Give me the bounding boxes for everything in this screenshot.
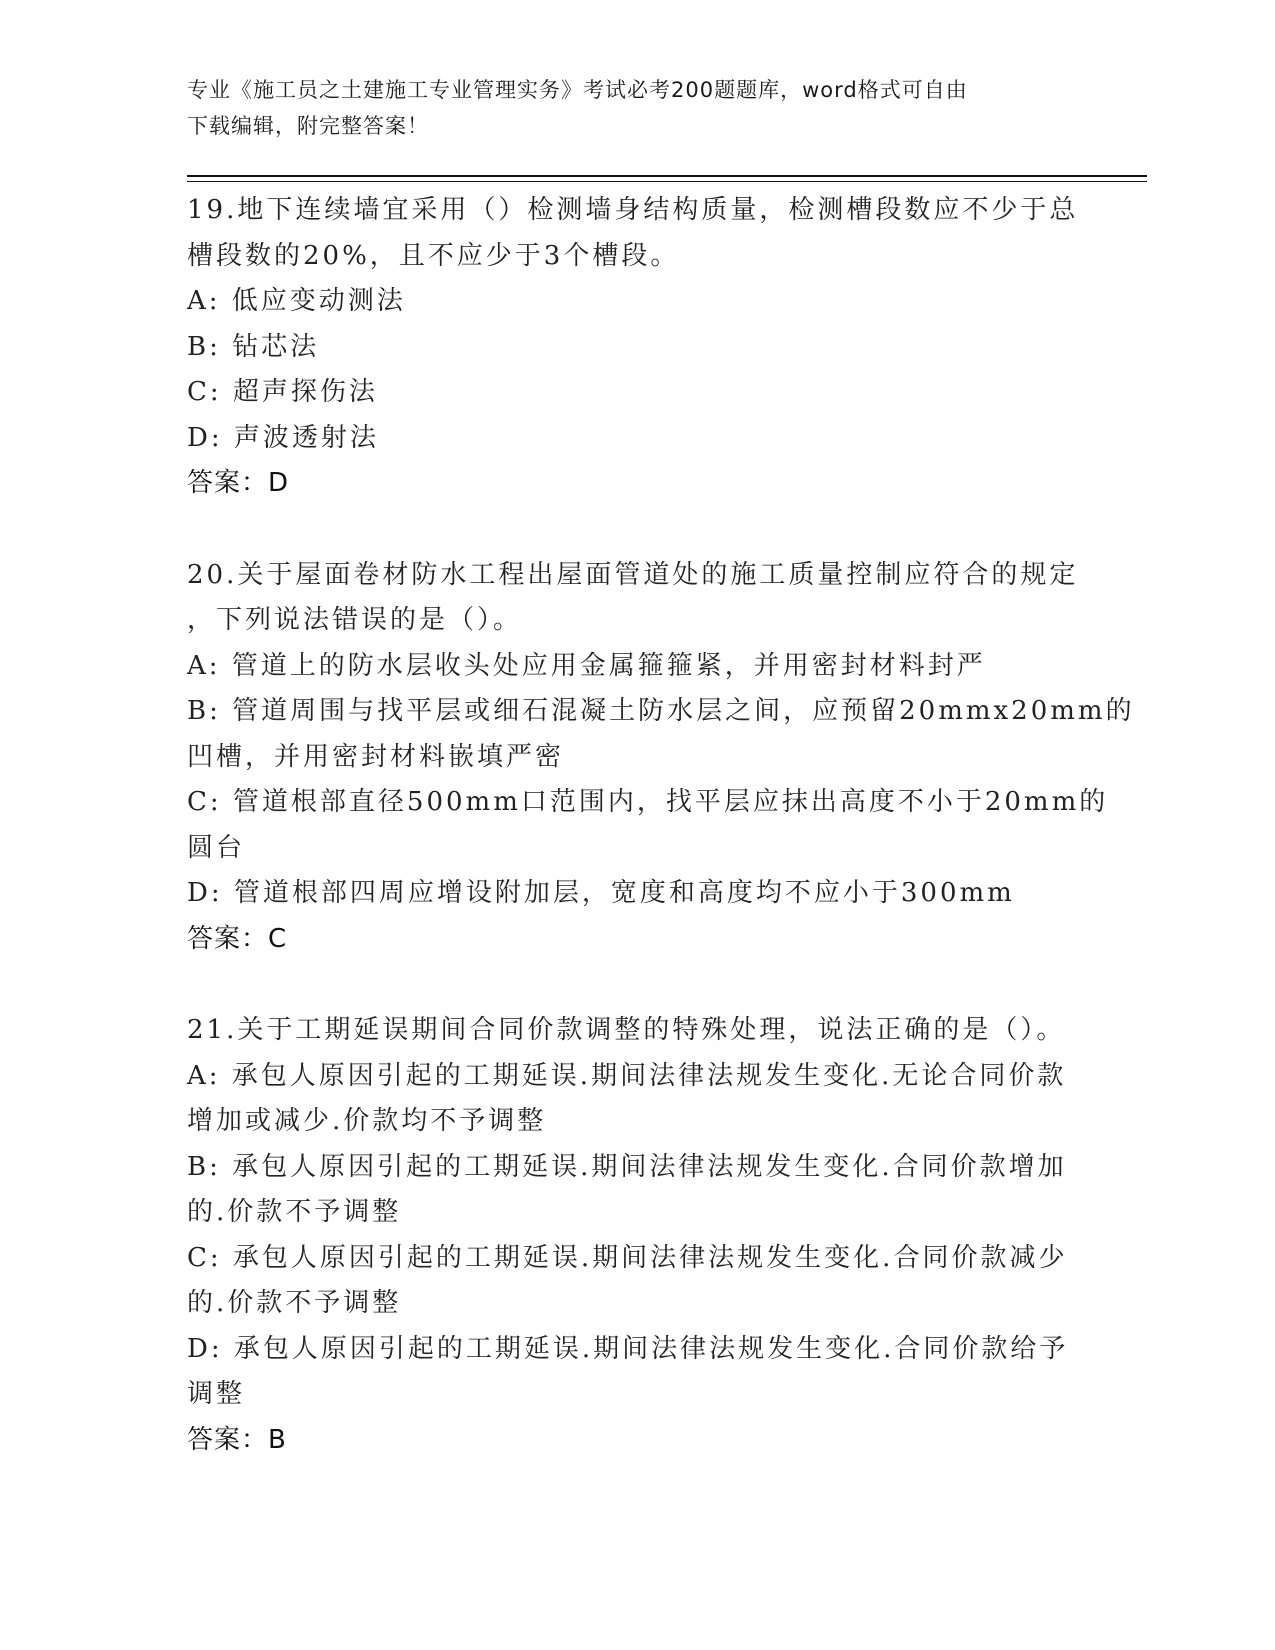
option-a: A: 承包人原因引起的工期延误.期间法律法规发生变化.无论合同价款: [187, 1060, 1067, 1091]
option-c-continuation: 圆台: [187, 832, 246, 863]
document-header: [187, 72, 1067, 144]
question-19: [187, 188, 1079, 507]
option-a: A: 管道上的防水层收头处应用金属箍箍紧，并用密封材料封严: [187, 650, 986, 681]
option-c: C: 超声探伤法: [187, 377, 378, 407]
option-d: D: 承包人原因引起的工期延误.期间法律法规发生变化.合同价款给予: [187, 1333, 1069, 1364]
option-d: D: 管道根部四周应增设附加层，宽度和高度均不应小于300mm: [187, 878, 1015, 908]
question-stem-line: 21.关于工期延误期间合同价款调整的特殊处理，说法正确的是（）。: [187, 1015, 1066, 1045]
option-c-continuation: 的.价款不予调整: [187, 1288, 402, 1318]
question-20: [187, 553, 1135, 963]
option-d: D: 声波透射法: [187, 422, 379, 453]
header-line-2: 下载编辑，附完整答案！: [187, 114, 429, 138]
question-stem-line: 20.关于屋面卷材防水工程出屋面管道处的施工质量控制应符合的规定: [187, 559, 1079, 590]
question-stem-line: 槽段数的20%，且不应少于3个槽段。: [187, 240, 680, 271]
option-d-continuation: 调整: [187, 1379, 246, 1409]
question-stem-line: 19.地下连续墙宜采用（）检测墙身结构质量，检测槽段数应不少于总: [187, 195, 1079, 225]
option-a-continuation: 增加或减少.价款均不予调整: [187, 1106, 547, 1136]
answer-line: 答案：B: [187, 1424, 287, 1455]
option-b-continuation: 凹槽，并用密封材料嵌填严密: [187, 741, 565, 772]
question-list: [187, 188, 1135, 1509]
answer-line: 答案：D: [187, 468, 290, 498]
header-divider-thick: [187, 175, 1147, 177]
header-divider-thin: [187, 181, 1147, 182]
option-a: A: 低应变动测法: [187, 286, 406, 316]
header-line-1: 专业《施工员之土建施工专业管理实务》考试必考200题题库，word格式可自由: [187, 78, 968, 102]
answer-line: 答案：C: [187, 923, 288, 954]
option-c: C: 承包人原因引起的工期延误.期间法律法规发生变化.合同价款减少: [187, 1242, 1068, 1273]
option-c: C: 管道根部直径500mm口范围内，找平层应抹出高度不小于20mm的: [187, 787, 1109, 817]
option-b: B: 承包人原因引起的工期延误.期间法律法规发生变化.合同价款增加: [187, 1151, 1067, 1182]
question-stem-line: ，下列说法错误的是（）。: [187, 605, 523, 635]
question-21: [187, 1008, 1067, 1463]
option-b-continuation: 的.价款不予调整: [187, 1197, 402, 1227]
option-b: B: 管道周围与找平层或细石混凝土防水层之间，应预留20mmx20mm的: [187, 696, 1135, 726]
option-b: B: 钻芯法: [187, 331, 320, 362]
